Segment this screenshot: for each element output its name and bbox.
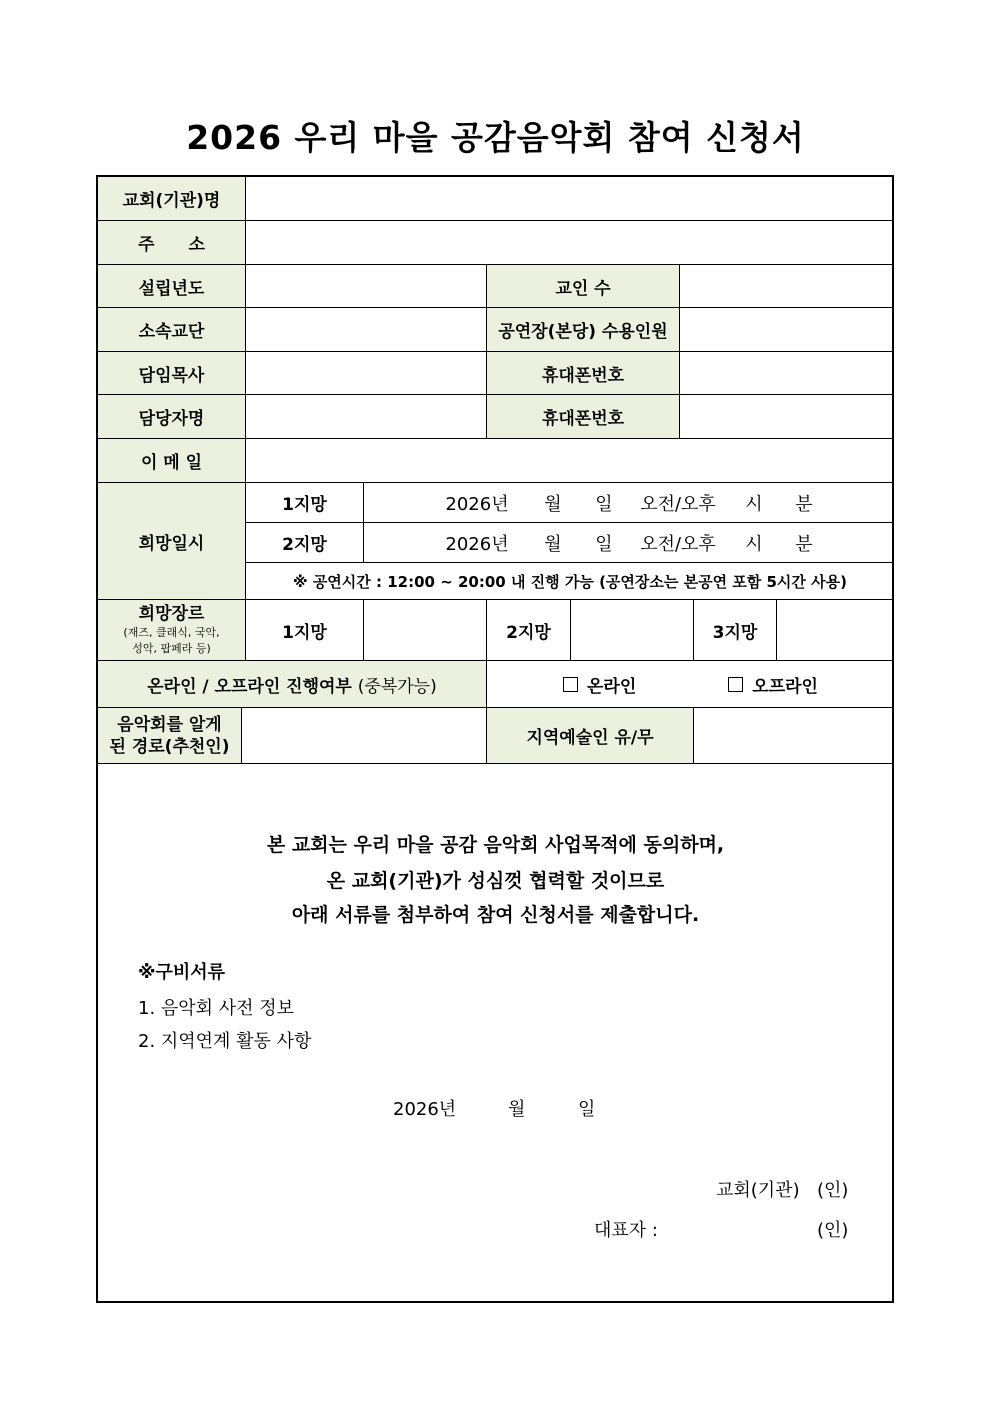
page-title: 2026 우리 마을 공감음악회 참여 신청서 xyxy=(186,118,805,157)
statement-line-2: 온 교회(기관)가 성심껏 협력할 것이므로 xyxy=(326,870,665,892)
date2-year: 2026년 xyxy=(445,533,509,555)
label-contact-phone: 휴대폰번호 xyxy=(487,395,680,439)
label-email: 이 메 일 xyxy=(98,439,246,483)
label-church-name: 교회(기관)명 xyxy=(98,177,246,221)
date2-month: 월 xyxy=(544,533,562,555)
genre-examples-2: 성악, 팝페라 등) xyxy=(132,642,211,655)
label-local-artist: 지역예술인 유/무 xyxy=(487,708,694,764)
church-name-field[interactable] xyxy=(246,177,894,221)
label-founded-year: 설립년도 xyxy=(98,265,246,308)
label-choice1: 1지망 xyxy=(246,483,364,523)
documents-heading: ※구비서류 xyxy=(138,962,226,983)
label-genre xyxy=(98,600,246,661)
members-field[interactable] xyxy=(680,265,894,308)
label-genre-choice3: 3지망 xyxy=(694,600,777,661)
date2-ampm: 오전/오후 xyxy=(640,533,716,555)
offline-checkbox[interactable] xyxy=(728,672,818,697)
label-online-offline xyxy=(98,661,487,708)
online-note: (중복가능) xyxy=(357,676,437,697)
genre-choice2-field[interactable] xyxy=(571,600,694,661)
application-form xyxy=(96,175,894,1303)
founded-year-field[interactable] xyxy=(246,265,487,308)
date1-ampm: 오전/오후 xyxy=(640,493,716,515)
sign-year: 2026년 xyxy=(393,1099,457,1120)
statement-line-1: 본 교회는 우리 마을 공감 음악회 사업목적에 동의하며, xyxy=(266,834,725,856)
documents-item-1: 1. 음악회 사전 정보 xyxy=(138,998,295,1019)
capacity-field[interactable] xyxy=(680,308,894,352)
label-hope-datetime: 희망일시 xyxy=(98,483,246,600)
offline-option-label: 오프라인 xyxy=(752,676,818,697)
email-field[interactable] xyxy=(246,439,894,483)
route-label-1: 음악회를 알게 xyxy=(117,714,222,735)
statement-line-3: 아래 서류를 첨부하여 참여 신청서를 제출합니다. xyxy=(291,904,700,926)
genre-choice1-field[interactable] xyxy=(364,600,487,661)
sign-day: 일 xyxy=(578,1099,596,1120)
label-capacity: 공연장(본당) 수용인원 xyxy=(487,308,680,352)
time-note: ※ 공연시간 : 12:00 ~ 20:00 내 진행 가능 (공연장소는 본공연 포함 5시간 사용) xyxy=(246,563,894,600)
label-denomination: 소속교단 xyxy=(98,308,246,352)
checkbox-square-icon xyxy=(563,677,578,692)
label-pastor: 담임목사 xyxy=(98,352,246,395)
pastor-field[interactable] xyxy=(246,352,487,395)
sign-month: 월 xyxy=(508,1099,526,1120)
documents-item-2: 2. 지역연계 활동 사항 xyxy=(138,1031,312,1052)
contact-phone-field[interactable] xyxy=(680,395,894,439)
label-pastor-phone: 휴대폰번호 xyxy=(487,352,680,395)
date1-year: 2026년 xyxy=(445,493,509,515)
date2-day: 일 xyxy=(595,533,613,555)
online-checkbox[interactable] xyxy=(563,672,636,697)
label-route xyxy=(98,708,242,764)
date-choice2[interactable] xyxy=(364,523,894,563)
sign-seal-1: (인) xyxy=(817,1180,849,1201)
date1-minute: 분 xyxy=(795,493,813,515)
date1-day: 일 xyxy=(595,493,613,515)
online-option-label: 온라인 xyxy=(587,676,637,697)
date1-month: 월 xyxy=(544,493,562,515)
label-members: 교인 수 xyxy=(487,265,680,308)
date2-hour: 시 xyxy=(745,533,763,555)
label-genre-choice2: 2지망 xyxy=(487,600,571,661)
local-artist-field[interactable] xyxy=(694,708,894,764)
label-contact-person: 담당자명 xyxy=(98,395,246,439)
date2-minute: 분 xyxy=(795,533,813,555)
date-choice1[interactable] xyxy=(364,483,894,523)
genre-label: 희망장르 xyxy=(138,604,205,624)
contact-person-field[interactable] xyxy=(246,395,487,439)
genre-examples-1: (재즈, 클래식, 국악, xyxy=(123,626,220,639)
sign-seal-2: (인) xyxy=(817,1220,849,1241)
route-field[interactable] xyxy=(242,708,487,764)
date1-hour: 시 xyxy=(745,493,763,515)
route-label-2: 된 경로(추천인) xyxy=(109,736,230,757)
denomination-field[interactable] xyxy=(246,308,487,352)
genre-choice3-field[interactable] xyxy=(777,600,894,661)
label-choice2: 2지망 xyxy=(246,523,364,563)
sign-representative: 대표자 : xyxy=(594,1220,658,1241)
online-offline-options xyxy=(487,661,894,708)
address-field[interactable] xyxy=(246,221,894,265)
online-label: 온라인 / 오프라인 진행여부 xyxy=(147,676,352,697)
pastor-phone-field[interactable] xyxy=(680,352,894,395)
sign-church: 교회(기관) xyxy=(716,1180,800,1201)
label-genre-choice1: 1지망 xyxy=(246,600,364,661)
checkbox-square-icon xyxy=(728,677,743,692)
label-address: 주 소 xyxy=(98,221,246,265)
